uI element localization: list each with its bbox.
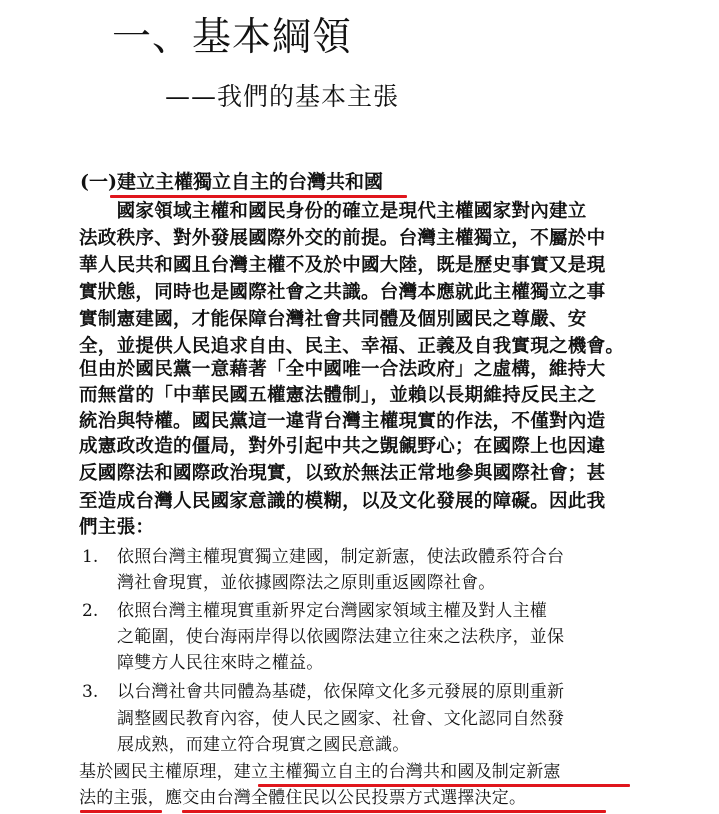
- paragraph-line: 法政秩序、對外發展國際外交的前提。台灣主權獨立，不屬於中: [79, 228, 606, 249]
- list-item-number: 2.: [82, 601, 99, 621]
- list-item-line: 障雙方人民往來時之權益。: [117, 653, 324, 673]
- page-subtitle: ——我們的基本主張: [165, 82, 400, 111]
- paragraph-line: 國家領域主權和國民身份的確立是現代主權國家對內建立: [79, 201, 587, 222]
- list-item-line: 依照台灣主權現實重新界定台灣國家領域主權及對人主權: [117, 601, 547, 621]
- paragraph-line: 成憲政改造的僵局，對外引起中共之覬覦野心；在國際上也因違: [79, 436, 606, 457]
- paragraph-line: 華人民共和國且台灣主權不及於中國大陸，既是歷史事實又是現: [79, 255, 606, 276]
- paragraph-line: 統治與特權。國民黨這一違背台灣主權現實的作法，不僅對內造: [79, 411, 606, 432]
- paragraph-line: 實制憲建國，才能保障台灣社會共同體及個別國民之尊嚴、安: [79, 309, 587, 330]
- conclusion-line: 基於國民主權原理，建立主權獨立自主的台灣共和國及制定新憲: [79, 762, 561, 782]
- paragraph-line: 反國際法和國際政治現實，以致於無法正常地參與國際社會；甚: [79, 463, 606, 484]
- section-heading: (一)建立主權獨立自主的台灣共和國: [80, 171, 383, 193]
- conclusion-line: 法的主張，應交由台灣全體住民以公民投票方式選擇決定。: [79, 788, 527, 808]
- list-item-line: 之範圍，使台海兩岸得以依國際法建立往來之法秩序，並保: [117, 627, 565, 647]
- list-item-line: 依照台灣主權現實獨立建國，制定新憲，使法政體系符合台: [117, 547, 565, 567]
- list-item-line: 調整國民教育內容，使人民之國家、社會、文化認同自然發: [117, 709, 565, 729]
- conclusion-highlight-underline: [182, 810, 606, 813]
- paragraph-line: 們主張：: [79, 517, 155, 538]
- paragraph-line: 全，並提供人民追求自由、民主、幸福、正義及自我實現之機會。: [79, 336, 625, 357]
- list-item-number: 3.: [82, 682, 99, 702]
- list-item-line: 灣社會現實，並依據國際法之原則重返國際社會。: [117, 573, 496, 593]
- paragraph-line: 實狀態，同時也是國際社會之共識。台灣本應就此主權獨立之事: [79, 282, 606, 303]
- paragraph-line: 而無當的「中華民國五權憲法體制」，並賴以長期維持反民主之: [79, 385, 597, 406]
- conclusion-highlight-underline: [80, 810, 162, 813]
- list-item-line: 以台灣社會共同體為基礎，依保障文化多元發展的原則重新: [117, 682, 565, 702]
- list-item-line: 展成熟，而建立符合現實之國民意識。: [117, 735, 410, 755]
- list-item-number: 1.: [82, 547, 99, 567]
- paragraph-line: 至造成台灣人民國家意識的模糊，以及文化發展的障礙。因此我: [79, 491, 606, 512]
- paragraph-line: 但由於國民黨一意藉著「全中國唯一合法政府」之虛構，維持大: [79, 359, 606, 380]
- page-title: 一、基本綱領: [112, 15, 353, 60]
